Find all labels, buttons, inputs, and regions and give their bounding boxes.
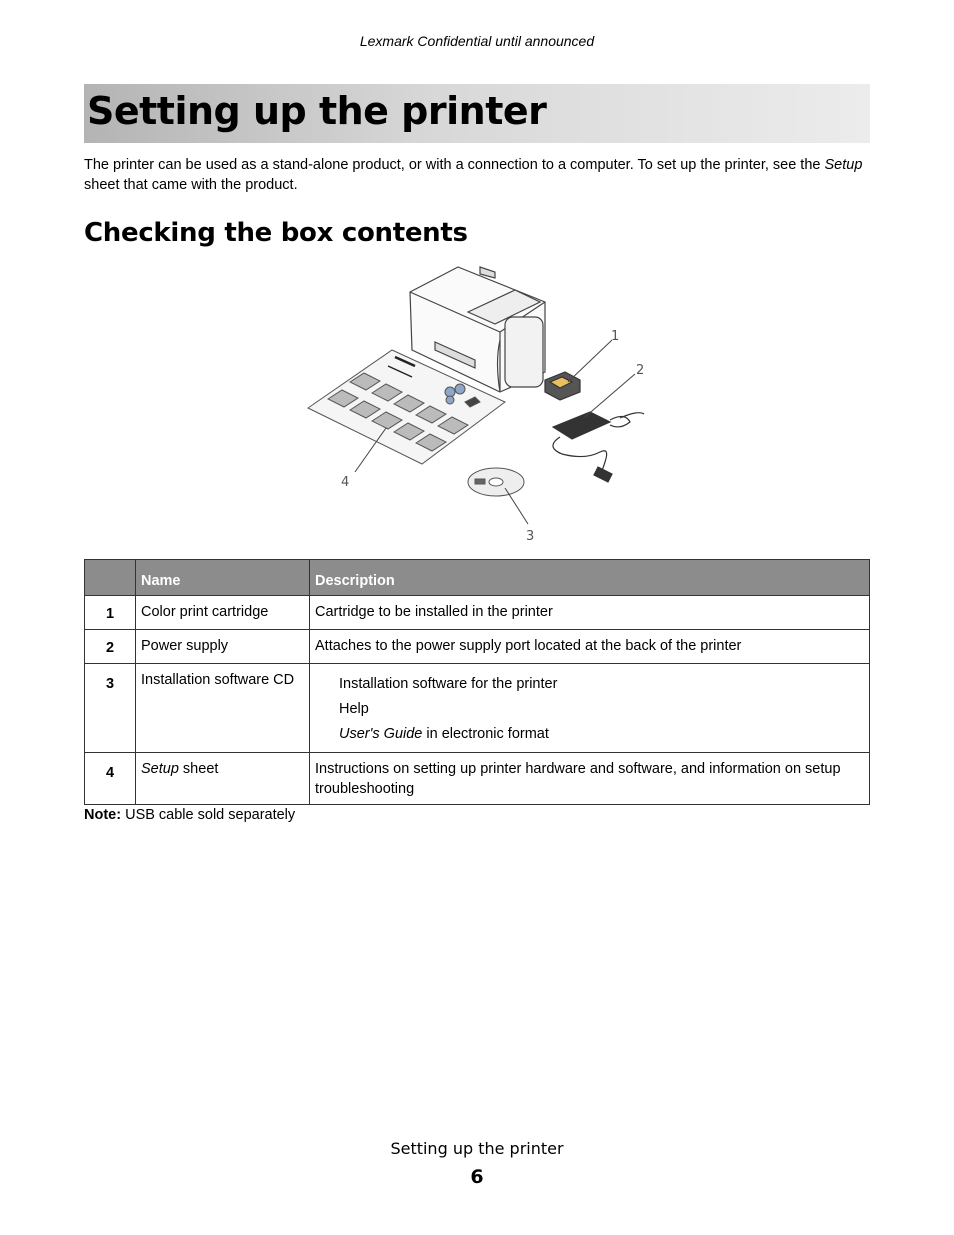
confidential-header: Lexmark Confidential until announced xyxy=(359,33,595,49)
row-number: 3 xyxy=(85,664,136,753)
header-number xyxy=(85,560,136,596)
callout-3: 3 xyxy=(526,529,535,544)
callout-4: 4 xyxy=(341,475,350,490)
page-number: 6 xyxy=(470,1166,484,1188)
table-row xyxy=(85,753,870,805)
box-contents-table xyxy=(84,559,870,805)
row-number: 1 xyxy=(85,596,136,630)
section-title: Checking the box contents xyxy=(84,218,468,248)
table-row xyxy=(85,596,870,630)
row-description xyxy=(310,664,870,753)
intro-setup-emphasis: Setup xyxy=(824,157,863,173)
cd-contents-list xyxy=(315,672,864,747)
table-header-row xyxy=(85,560,870,596)
callout-1: 1 xyxy=(611,329,620,344)
intro-text-end: sheet that came with the product. xyxy=(84,177,298,193)
row-name: Installation software CD xyxy=(136,664,310,753)
header-name: Name xyxy=(136,560,310,596)
row-number: 2 xyxy=(85,630,136,664)
row-name: Setup sheet xyxy=(136,753,310,805)
cd-illustration xyxy=(468,468,524,496)
table-row xyxy=(85,664,870,753)
row-description: Cartridge to be installed in the printer xyxy=(310,596,870,630)
box-contents-illustration xyxy=(300,262,660,547)
note-text: USB cable sold separately xyxy=(121,807,296,823)
note-label: Note: xyxy=(84,807,122,823)
row-name: Power supply xyxy=(136,630,310,664)
callout-2: 2 xyxy=(636,363,645,378)
intro-paragraph xyxy=(84,155,874,195)
list-item: Installation software for the printer xyxy=(339,676,558,692)
title-banner xyxy=(84,84,870,143)
note xyxy=(84,807,295,823)
intro-text-start: The printer can be used as a stand-alone product, or with a connection to a computer. To set up the printer, see the xyxy=(84,157,825,173)
row-number: 4 xyxy=(85,753,136,805)
page-title: Setting up the printer xyxy=(87,89,547,133)
footer-title: Setting up the printer xyxy=(390,1139,564,1158)
row-description: Instructions on setting up printer hardware and software, and information on setup troubleshooting xyxy=(310,753,870,805)
power-supply-illustration xyxy=(553,412,644,482)
header-description: Description xyxy=(310,560,870,596)
row-description: Attaches to the power supply port located at the back of the printer xyxy=(310,630,870,664)
table-row xyxy=(85,630,870,664)
list-item: Help xyxy=(339,701,369,717)
list-item: User's Guide in electronic format xyxy=(339,726,549,742)
row-name: Color print cartridge xyxy=(136,596,310,630)
